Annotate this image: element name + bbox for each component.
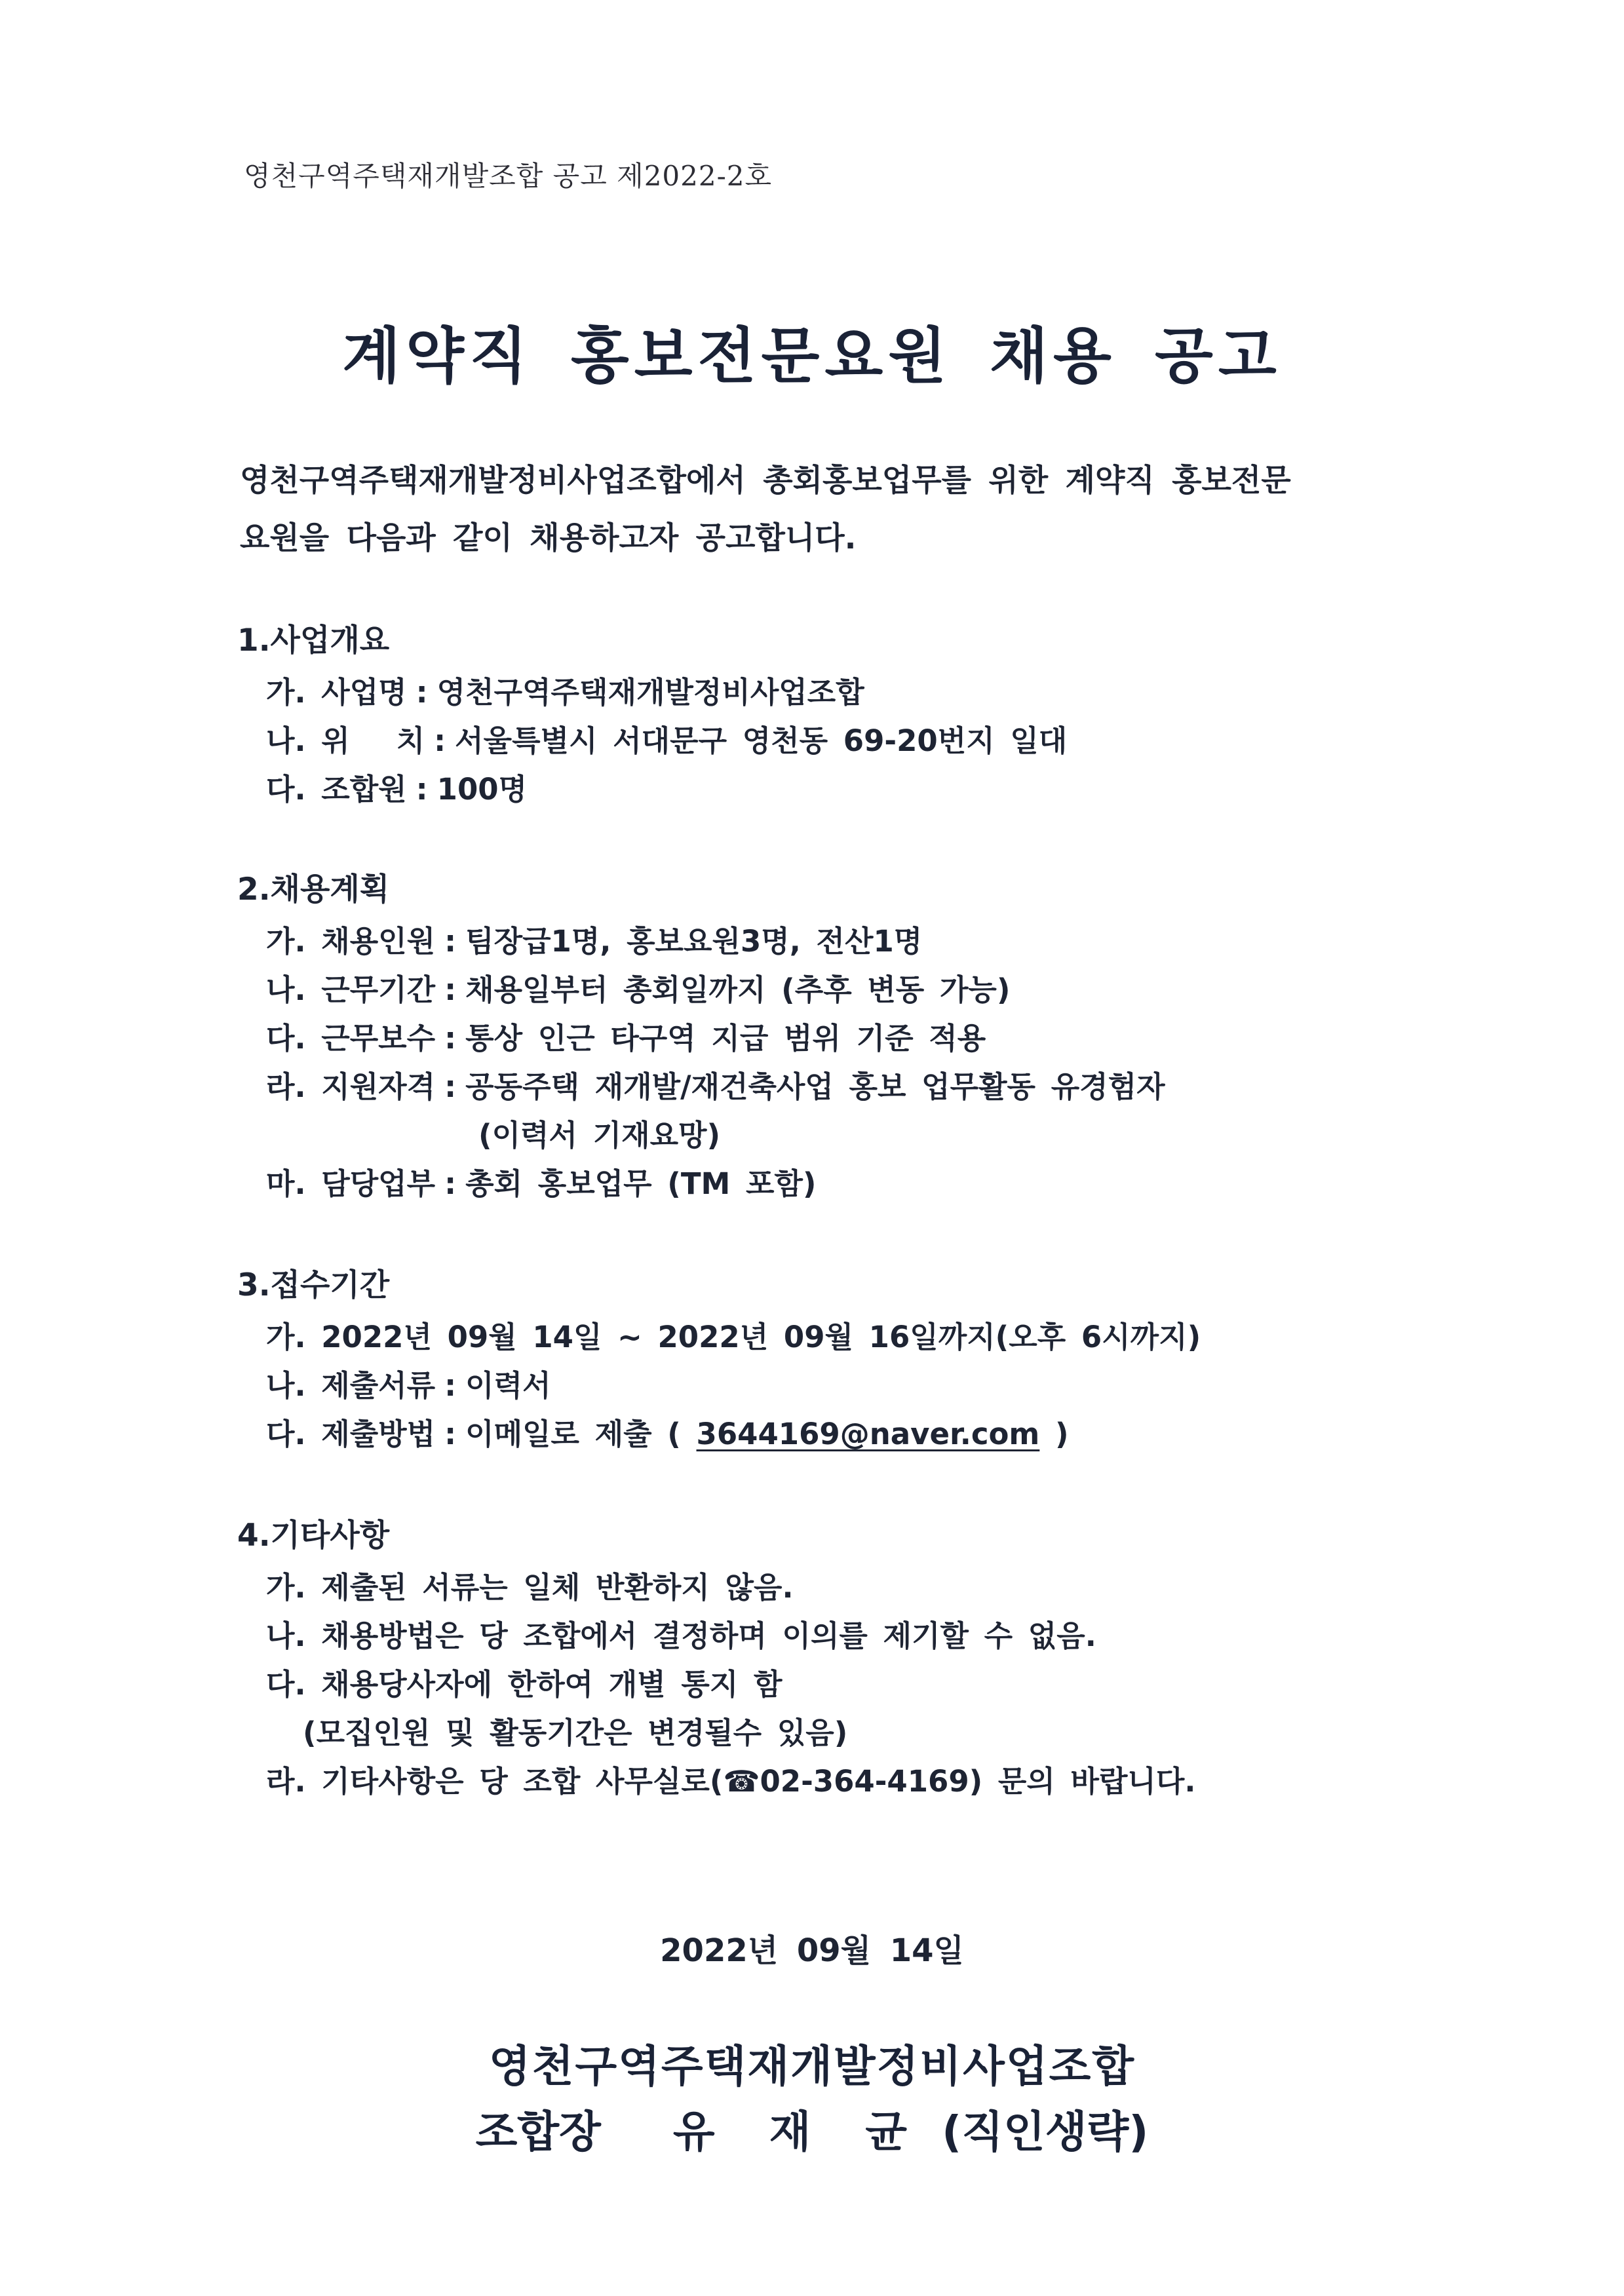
item-label: 다. 제출방법 (266, 1417, 436, 1451)
list-item: 나. 채용방법은 당 조합에서 결정하며 이의를 제기할 수 없음. (266, 1618, 1096, 1653)
signer-name: 유 재 균 (672, 2107, 927, 2157)
item-label: 가. 채용인원 (266, 924, 436, 959)
list-item: 다. 근무보수 : 통상 인근 타구역 지급 범위 기준 적용 (266, 1021, 986, 1056)
item-label: 다. 근무보수 (266, 1021, 436, 1056)
list-item: 가. 채용인원 : 팀장급1명, 홍보요원3명, 전산1명 (266, 924, 923, 959)
list-item: 다. 제출방법 : 이메일로 제출 ( 3644169@naver.com ) (266, 1417, 1069, 1451)
organization-name: 영천구역주택재개발정비사업조합 (488, 2041, 1136, 2092)
list-item: 다. 조합원 : 100명 (266, 772, 528, 807)
item-label: 라. 지원자격 (266, 1069, 436, 1104)
item-value: 통상 인근 타구역 지급 범위 기준 적용 (465, 1021, 986, 1056)
item-label: 나. 위 치 (266, 723, 425, 758)
list-item: 가. 2022년 09월 14일 ~ 2022년 09월 16일까지(오후 6시까지) (266, 1320, 1201, 1354)
email-link[interactable]: 3644169@naver.com (696, 1417, 1040, 1451)
list-item: 가. 사업명 : 영천구역주택재개발정비사업조합 (266, 675, 864, 710)
section-title-application-period: 3.접수기간 (237, 1267, 390, 1303)
item-value: 팀장급1명, 홍보요원3명, 전산1명 (465, 924, 923, 959)
item-value: 공동주택 재개발/재건축사업 홍보 업무활동 유경험자 (465, 1069, 1165, 1104)
page-title: 계약직 홍보전문요원 채용 공고 (342, 321, 1282, 391)
intro-paragraph (240, 452, 1420, 567)
list-item: 라. 기타사항은 당 조합 사무실로(☎02-364-4169) 문의 바랍니다. (266, 1764, 1196, 1799)
list-item: 나. 근무기간 : 채용일부터 총회일까지 (추후 변동 가능) (266, 972, 1011, 1007)
item-value: 채용일부터 총회일까지 (추후 변동 가능) (465, 972, 1011, 1007)
item-value: 이력서 (465, 1368, 551, 1403)
intro-line: 영천구역주택재개발정비사업조합에서 총회홍보업무를 위한 계약직 홍보전문 (240, 463, 1291, 499)
item-value: 100명 (436, 772, 528, 807)
item-value: 영천구역주택재개발정비사업조합 (436, 675, 864, 710)
section-title-overview: 1.사업개요 (237, 622, 390, 659)
intro-line: 요원을 다음과 같이 채용하고자 공고합니다. (240, 520, 857, 556)
signer-line (0, 2097, 1624, 2159)
item-label: 나. 제출서류 (266, 1368, 436, 1403)
list-item: 나. 제출서류 : 이력서 (266, 1368, 551, 1403)
item-continuation: (이력서 기재요망) (478, 1118, 721, 1153)
section-title-other: 4.기타사항 (237, 1518, 390, 1554)
section-title-hiring-plan: 2.채용계획 (237, 871, 390, 908)
document-number: 영천구역주택재개발조합 공고 제2022-2호 (244, 160, 773, 192)
item-label: 다. 조합원 (266, 772, 407, 807)
list-item: 마. 담당업부 : 총회 홍보업무 (TM 포함) (266, 1166, 817, 1201)
seal-note: (직인생략) (942, 2107, 1149, 2157)
list-item: 라. 지원자격 : 공동주택 재개발/재건축사업 홍보 업무활동 유경험자 (266, 1069, 1165, 1104)
item-label: 가. 사업명 (266, 675, 407, 710)
item-continuation: (모집인원 및 활동기간은 변경될수 있음) (303, 1715, 848, 1750)
list-item: 다. 채용당사자에 한하여 개별 통지 함 (266, 1667, 783, 1702)
item-value: 총회 홍보업무 (TM 포함) (465, 1166, 817, 1201)
issue-date: 2022년 09월 14일 (660, 1932, 964, 1969)
item-value: 이메일로 제출 ( (465, 1417, 681, 1451)
item-value-suffix: ) (1055, 1417, 1069, 1451)
list-item: 가. 제출된 서류는 일체 반환하지 않음. (266, 1570, 794, 1605)
item-label: 마. 담당업부 (266, 1166, 436, 1201)
item-label: 나. 근무기간 (266, 972, 436, 1007)
signer-role: 조합장 (475, 2107, 601, 2157)
list-item: 나. 위 치 : 서울특별시 서대문구 영천동 69-20번지 일대 (266, 723, 1068, 758)
item-value: 서울특별시 서대문구 영천동 69-20번지 일대 (455, 723, 1068, 758)
